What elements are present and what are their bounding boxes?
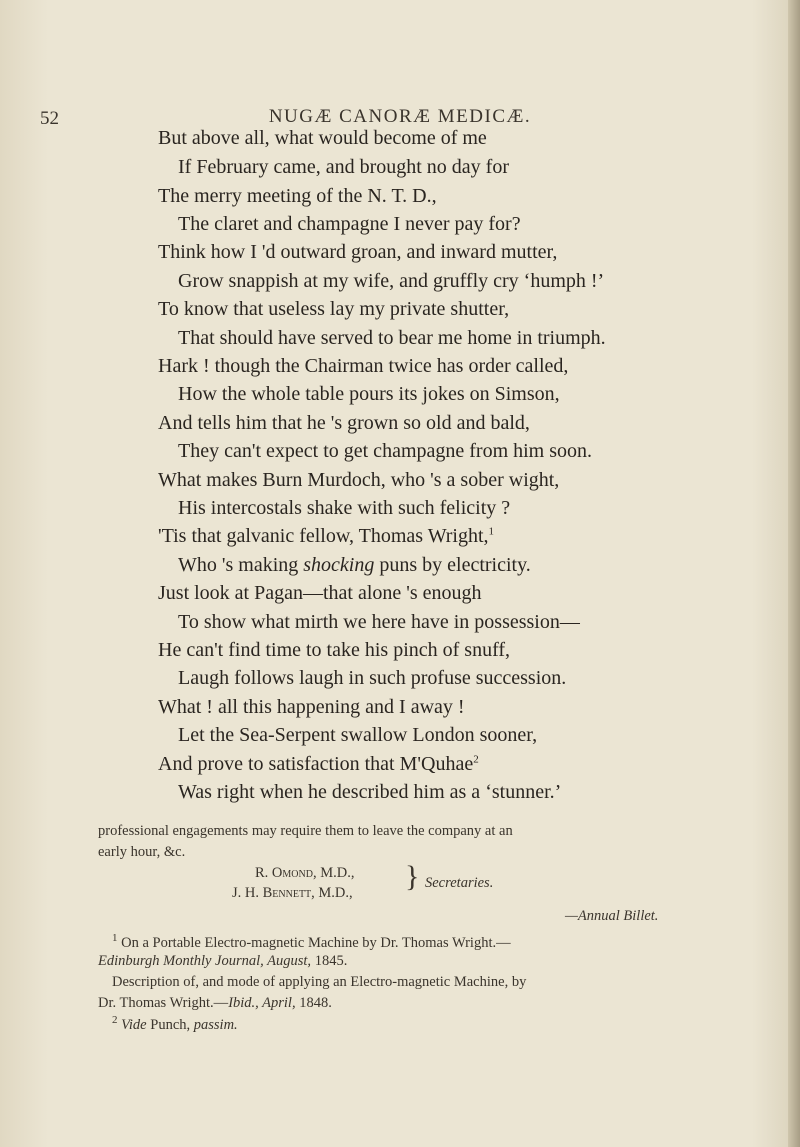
- footnote-1-line: [98, 995, 332, 1012]
- footnote-1: [112, 932, 511, 952]
- footnote-ref-1: 1: [488, 525, 495, 538]
- poem-line: To show what mirth we here have in possession—: [178, 611, 580, 633]
- page-number: 52: [40, 108, 59, 129]
- poem-line: Hark ! though the Chairman twice has order called,: [158, 355, 569, 377]
- poem-line: Laugh follows laugh in such profuse succession.: [178, 667, 567, 689]
- footnote-text: 1845.: [314, 953, 348, 969]
- prose-line: early hour, &c.: [98, 844, 186, 860]
- source-citation: —Annual Billet.: [565, 908, 659, 924]
- brace-symbol: }: [405, 860, 420, 893]
- poem-line: What makes Burn Murdoch, who 's a sober wight,: [158, 469, 560, 491]
- footnote-text: Punch,: [150, 1016, 191, 1033]
- prose-line: professional engagements may require them to leave the company at an: [98, 823, 513, 839]
- footnote-text: 1848.: [299, 995, 332, 1011]
- poem-text: 'Tis that galvanic fellow, Thomas Wright,: [158, 525, 489, 547]
- poem-line: If February came, and brought no day for: [178, 156, 509, 178]
- footnote-italic: passim.: [193, 1016, 238, 1033]
- poem-line: [158, 525, 494, 548]
- footnote-1-line: Description of, and mode of applying an Electro-magnetic Machine, by: [112, 974, 527, 990]
- poem-line: And tells him that he 's grown so old and bald,: [158, 412, 530, 434]
- poem-text: And prove to satisfaction that M'Quhae: [158, 753, 474, 775]
- poem-line: The claret and champagne I never pay for?: [178, 213, 521, 235]
- footnote-italic: Vide: [121, 1016, 147, 1033]
- signatory: J. H. Bennett, M.D.,: [232, 885, 353, 901]
- footnote-2: [112, 1014, 238, 1034]
- journal-title: Edinburgh Monthly Journal, August,: [98, 953, 312, 969]
- poem-line: His intercostals shake with such felicity ?: [178, 497, 511, 519]
- poem-text: puns by electricity.: [379, 554, 531, 576]
- poem-line: To know that useless lay my private shutter,: [158, 298, 510, 320]
- poem-text: Who 's making: [178, 554, 299, 576]
- footnote-text: Dr. Thomas Wright.—: [98, 995, 229, 1011]
- poem-line: [178, 554, 531, 577]
- poem-line: The merry meeting of the N. T. D.,: [158, 185, 437, 207]
- footnote-italic: Ibid., April,: [228, 995, 296, 1011]
- page-spine-shadow: [788, 0, 800, 1147]
- poem-line: But above all, what would become of me: [158, 127, 487, 149]
- poem-line: Grow snappish at my wife, and gruffly cry ‘humph !’: [178, 270, 605, 292]
- poem-line: They can't expect to get champagne from him soon.: [178, 440, 593, 462]
- poem-line: That should have served to bear me home in triumph.: [178, 327, 606, 349]
- running-head: NUGÆ CANORÆ MEDICÆ.: [268, 106, 532, 127]
- footnote-ref-2: 2: [473, 753, 479, 766]
- footnote-1-line: [98, 953, 347, 970]
- signatory: R. Omond, M.D.,: [255, 865, 355, 881]
- poem-line: How the whole table pours its jokes on Simson,: [178, 383, 560, 405]
- poem-line: Just look at Pagan—that alone 's enough: [158, 582, 482, 604]
- signatory-role: Secretaries.: [425, 875, 494, 891]
- footnote-text: On a Portable Electro-magnetic Machine by Dr. Thomas Wright.—: [121, 934, 511, 951]
- footnote-mark: 2: [112, 1014, 118, 1026]
- poem-line: What ! all this happening and I away !: [158, 696, 465, 718]
- poem-line: He can't find time to take his pinch of snuff,: [158, 639, 511, 661]
- poem-line: Think how I 'd outward groan, and inward mutter,: [158, 241, 558, 263]
- footnote-mark: 1: [112, 932, 118, 944]
- poem-line: [158, 753, 479, 776]
- poem-line: Was right when he described him as a ‘stunner.’: [178, 781, 562, 803]
- poem-italic-word: shocking: [303, 554, 375, 576]
- poem-line: Let the Sea-Serpent swallow London sooner,: [178, 724, 538, 746]
